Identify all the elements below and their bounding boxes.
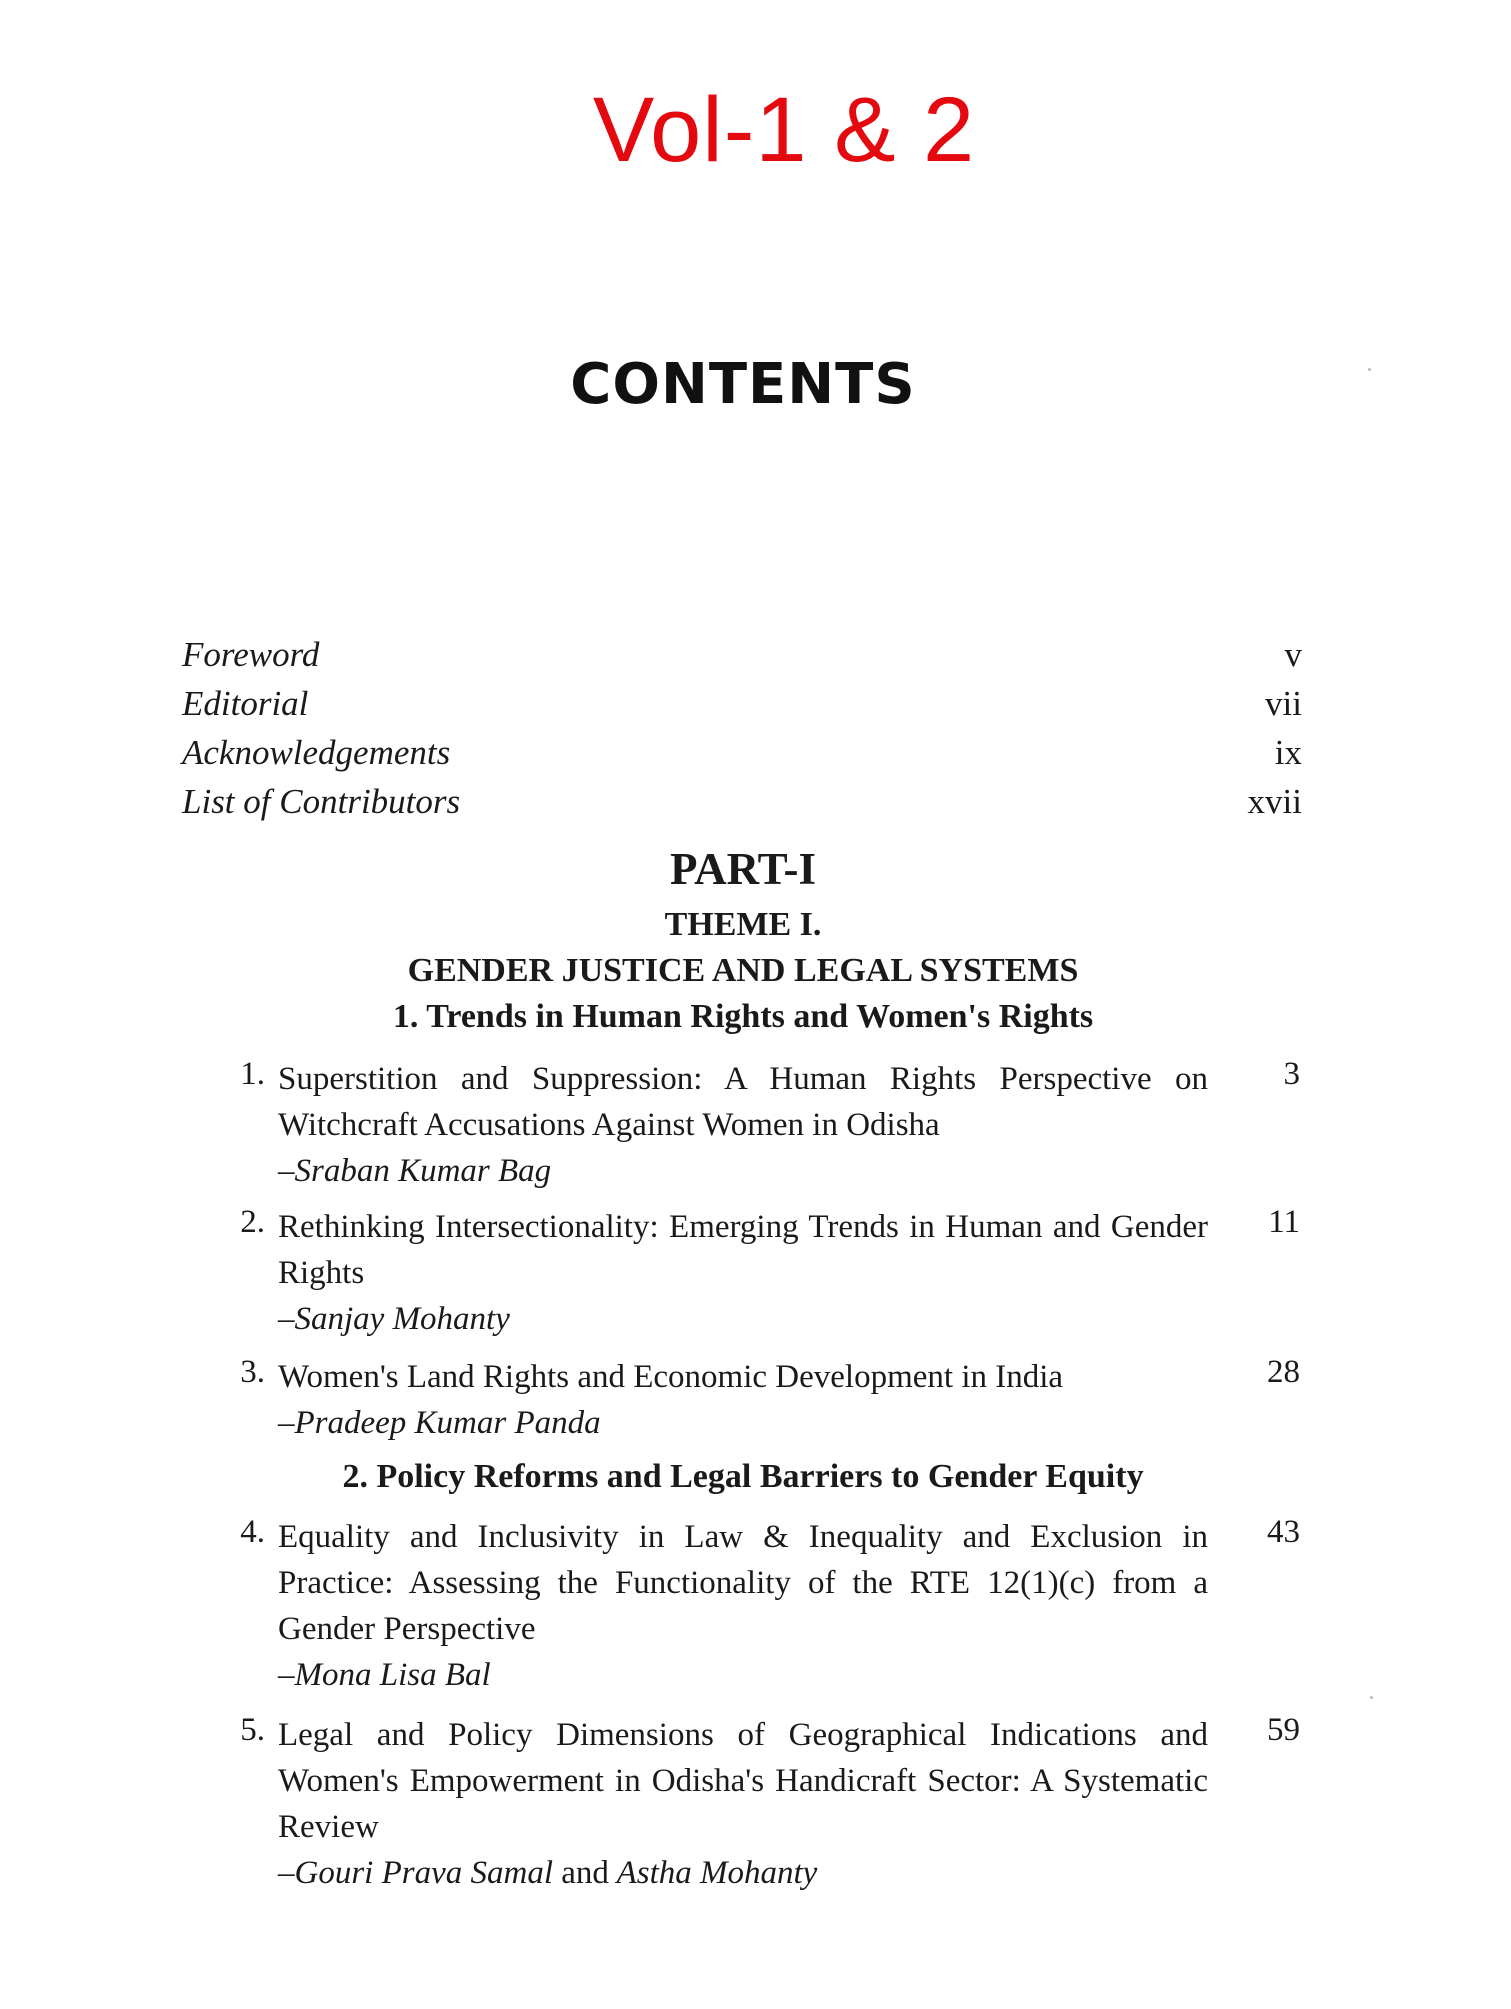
toc-front-matter-item[interactable] [182,635,1302,675]
entry-page: 3 [1283,1056,1300,1092]
entry-author-primary: –Gouri Prava Samal [278,1855,553,1891]
page-title: CONTENTS [570,352,916,417]
front-matter-title: List of Contributors [182,782,461,821]
entry-page: 59 [1267,1712,1300,1748]
entry-page: 43 [1267,1514,1300,1550]
entry-author-secondary: Astha Mohanty [616,1855,818,1891]
front-matter-page: v [1284,635,1302,674]
entry-number: 2. [240,1204,265,1240]
front-matter-title: Foreword [182,635,320,674]
entry-author [278,1855,817,1891]
entry-title: Women's Land Rights and Economic Development in India [278,1359,1064,1395]
theme-number: THEME I. [664,906,822,943]
front-matter-page: xvii [1247,782,1302,821]
volume-banner: Vol-1 & 2 [592,79,976,181]
toc-front-matter-item[interactable] [182,782,1302,822]
scan-speck [1370,1696,1373,1699]
entry-author-joiner: and [561,1855,609,1891]
front-matter-title: Acknowledgements [182,733,451,772]
section-heading: 1. Trends in Human Rights and Women's Rights [392,998,1094,1035]
entry-title: Equality and Inclusivity in Law & Inequality and Exclusion in Practice: Assessing the Functionality of the RTE 12(1)(c) from a Gender Perspective [278,1519,1208,1647]
section-heading: 2. Policy Reforms and Legal Barriers to Gender Equity [342,1458,1144,1495]
entry-author: –Sraban Kumar Bag [278,1153,552,1189]
entry-number: 5. [240,1712,265,1748]
entry-author: –Sanjay Mohanty [278,1301,510,1337]
front-matter-page: vii [1265,684,1302,723]
scan-speck [1368,368,1371,371]
toc-front-matter-item[interactable] [182,684,1302,724]
entry-number: 4. [240,1514,265,1550]
part-heading: PART-I [670,844,816,894]
front-matter-page: ix [1274,733,1302,772]
entry-number: 1. [240,1056,265,1092]
entry-title: Legal and Policy Dimensions of Geographical Indications and Women's Empowerment in Odisha's Handicraft Sector: A Systematic Review [278,1717,1208,1845]
entry-page: 28 [1267,1354,1300,1390]
entry-author: –Mona Lisa Bal [278,1657,491,1693]
entry-page: 11 [1268,1204,1300,1240]
entry-title: Rethinking Intersectionality: Emerging Trends in Human and Gender Rights [278,1209,1208,1291]
entry-title: Superstition and Suppression: A Human Rights Perspective on Witchcraft Accusations Against Women in Odisha [278,1061,1208,1143]
entry-number: 3. [240,1354,265,1390]
entry-author: –Pradeep Kumar Panda [278,1405,601,1441]
toc-front-matter-item[interactable] [182,733,1302,773]
front-matter-title: Editorial [182,684,309,723]
theme-title: GENDER JUSTICE AND LEGAL SYSTEMS [407,952,1079,989]
